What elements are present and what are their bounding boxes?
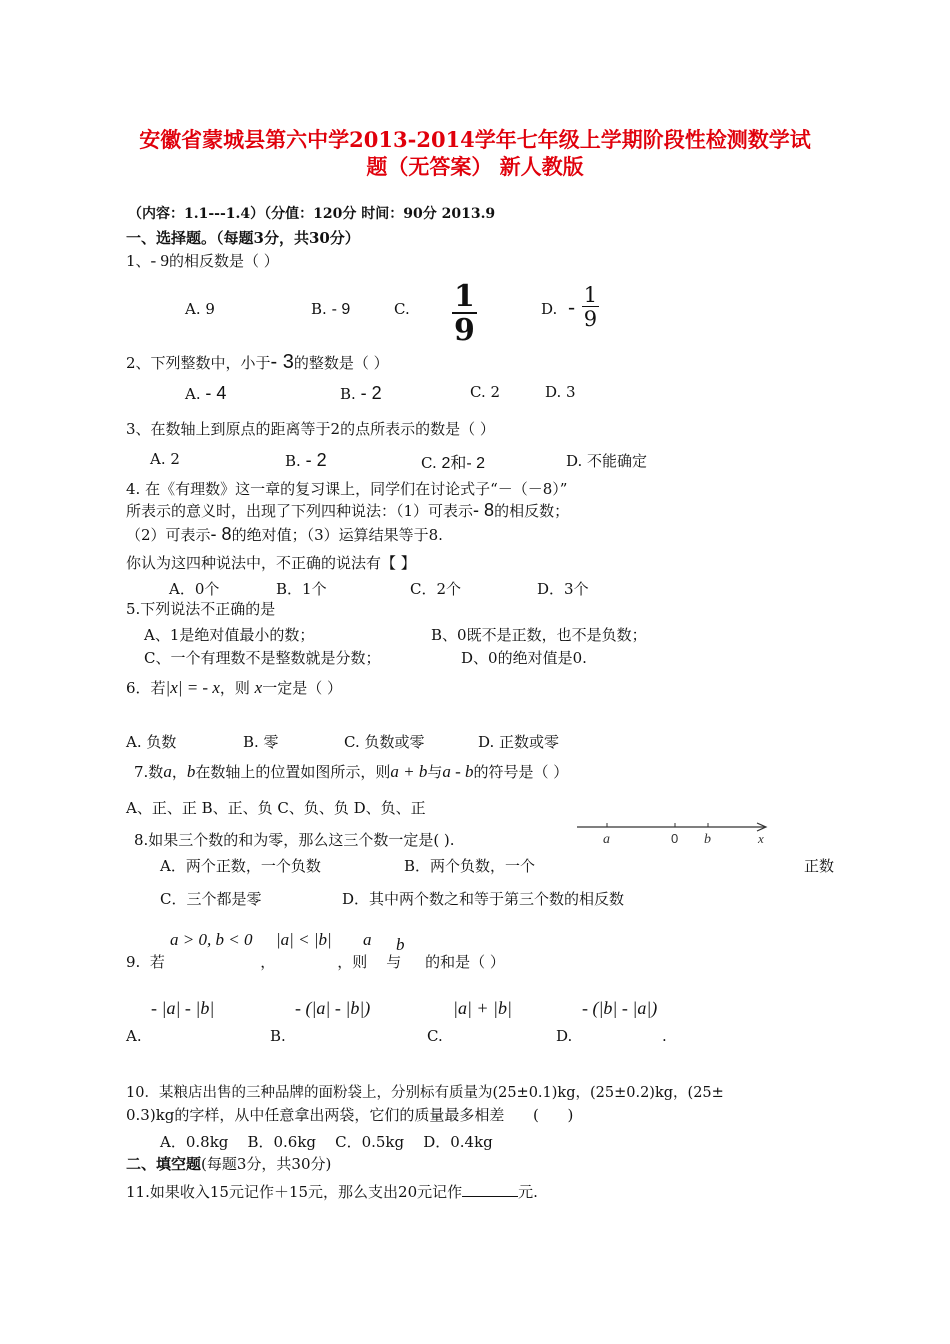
question-11: 11.如果收入15元记作＋15元，那么支出20元记作 元.	[126, 1183, 538, 1201]
q8-option-a: A．两个正数，一个负数	[160, 857, 321, 875]
q5-option-d: D、0的绝对值是0.	[461, 649, 587, 667]
q9-option-d-label: D.	[556, 1027, 573, 1045]
q2-option-d: D. 3	[545, 383, 576, 401]
q4-line-4: 你认为这四种说法中，不正确的说法有【 】	[126, 554, 416, 572]
q9-end-dot: .	[662, 1027, 667, 1045]
q5-option-b: B、0既不是正数，也不是负数；	[431, 626, 647, 644]
q4-option-a: A．0个	[169, 580, 220, 598]
q3-option-b: B. - 2	[285, 450, 327, 470]
q6-option-a: A. 负数	[126, 733, 177, 751]
q4-option-b: B．1个	[276, 580, 327, 598]
q10-line-1: 10．某粮店出售的三种品牌的面粉袋上，分别标有质量为(25±0.1)kg，(25±0.2)kg，(25±	[126, 1085, 724, 1101]
q4-line-1: 4. 在《有理数》这一章的复习课上，同学们在讨论式子“－（－8）”	[126, 480, 568, 498]
q3-option-d: D. 不能确定	[566, 452, 648, 470]
number-line-figure	[575, 815, 775, 849]
q9-var-b: b	[396, 935, 405, 954]
question-3: 3、在数轴上到原点的距离等于2的点所表示的数是（ ）	[126, 420, 495, 438]
q1-option-d-fraction: - $\frac{1}{9}$	[568, 283, 598, 331]
q1-option-d-label: D.	[541, 300, 558, 318]
q2-option-a: A. - 4	[185, 383, 227, 403]
q9-option-b-label: B.	[270, 1027, 286, 1045]
q8-option-b-end: 正数	[804, 857, 835, 875]
q10-line-2: 0.3)kg的字样，从中任意拿出两袋，它们的质量最多相差 ( )	[126, 1106, 574, 1124]
section-2-heading: 二、填空题(每题3分，共30分)	[126, 1155, 332, 1173]
q4-option-c: C．2个	[410, 580, 462, 598]
q9-option-a-label: A.	[126, 1027, 142, 1045]
q4-line-2: 所表示的意义时，出现了下列四种说法：（1）可表示- 8的相反数；	[126, 500, 570, 520]
question-5: 5.下列说法不正确的是	[126, 600, 276, 618]
q1-option-c-fraction: $\frac{1}{9}$	[454, 279, 475, 348]
q6-option-b: B. 零	[243, 733, 279, 751]
question-6: 6．若|x| = - x，则 x一定是（ ）	[126, 678, 342, 697]
q3-option-c: C. 2和- 2	[421, 454, 486, 472]
q9-option-d-expr: - (|b| - |a|)	[582, 998, 658, 1018]
q3-option-a: A. 2	[150, 450, 180, 468]
q2-option-b: B. - 2	[340, 383, 382, 403]
q9-var-a: a	[363, 930, 372, 949]
q1-option-a: A. 9	[185, 300, 215, 318]
q10-options: A．0.8kg B．0.6kg C．0.5kg D．0.4kg	[160, 1133, 493, 1151]
q7-options: A、正、正 B、正、负 C、负、负 D、负、正	[126, 799, 426, 817]
q9-option-c-label: C.	[427, 1027, 443, 1045]
question-7: 7.数a，b在数轴上的位置如图所示，则a + b与a - b的符号是（ ）	[134, 762, 569, 781]
q6-option-c: C. 负数或零	[344, 733, 425, 751]
label-a: a	[603, 832, 610, 847]
q9-option-c-expr: |a| + |b|	[453, 998, 512, 1018]
q9-option-a-expr: - |a| - |b|	[151, 998, 215, 1018]
page-title-line1: 安徽省蒙城县第六中学2013-2014学年七年级上学期阶段性检测数学试	[139, 127, 811, 152]
q9-condition-1: a > 0, b < 0	[170, 930, 253, 949]
q5-option-a: A、1是绝对值最小的数；	[144, 626, 315, 644]
q8-option-b: B．两个负数，一个	[404, 857, 536, 875]
q1-option-c-label: C.	[394, 300, 410, 318]
q6-option-d: D. 正数或零	[478, 733, 560, 751]
question-9: 9. 若 ， ，则 与 的和是（ ）	[126, 953, 505, 971]
q1-option-b: B. - 9	[311, 300, 351, 318]
q4-option-d: D．3个	[537, 580, 589, 598]
answer-blank[interactable]	[462, 1182, 518, 1197]
label-x: x	[758, 831, 764, 846]
section-1-heading: 一、选择题。（每题3分，共30分）	[126, 229, 360, 247]
q8-option-c: C．三个都是零	[160, 890, 262, 908]
q9-condition-2: |a| < |b|	[276, 930, 332, 949]
q9-option-b-expr: - (|a| - |b|)	[295, 998, 371, 1018]
q8-option-d: D．其中两个数之和等于第三个数的相反数	[342, 890, 625, 908]
question-1: 1、- 9的相反数是（ ）	[126, 251, 279, 270]
question-2: 2、下列整数中，小于- 3的整数是（ ）	[126, 351, 389, 373]
q2-option-c: C. 2	[470, 383, 501, 401]
question-8: 8.如果三个数的和为零，那么这三个数一定是( ).	[134, 831, 455, 849]
q4-line-3: （2）可表示- 8的绝对值；（3）运算结果等于8.	[126, 524, 443, 544]
exam-info: （内容：1.1---1.4）（分值：120分 时间：90分 2013.9	[128, 206, 496, 222]
label-b: b	[704, 832, 711, 847]
page-title-line2: 题（无答案） 新人教版	[366, 154, 584, 179]
label-0: 0	[671, 831, 679, 846]
q5-option-c: C、一个有理数不是整数就是分数；	[144, 649, 381, 667]
